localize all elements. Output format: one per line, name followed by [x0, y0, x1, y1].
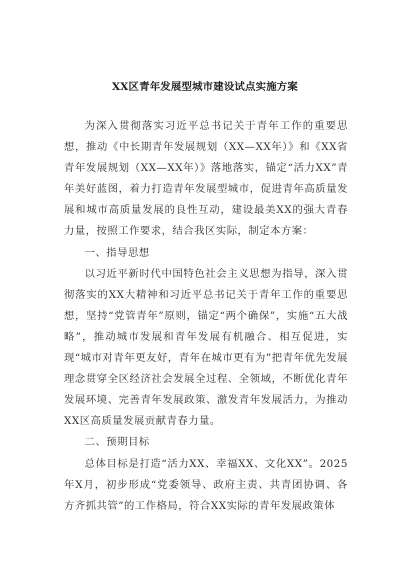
expected-goals-paragraph: 总体目标是打造“活力XX、幸福XX、文化XX”。2025年X月，初步形成“党委领导、政府主责、共青团协调、各方齐抓共管”的工作格局，符合XX实际的青年发展政策体 [64, 457, 348, 512]
intro-paragraph: 为深入贯彻落实习近平总书记关于青年工作的重要思想，推动《中长期青年发展规划（XX—XX年）》和《XX省青年发展规划（XX—XX年）》落地落实，锚定“活力XX”青年美好蓝图，着力打造青年发展型城市，促进青年高质量发展和城市高质量发展的良性互动，建设最美XX的强大青春力量，按照工作要求，结合我区实际，制定本方案： [64, 120, 348, 238]
section-heading-expected-goals: 二、预期目标 [84, 436, 150, 449]
document-title: XX区青年发展型城市建设试点实施方案 [112, 81, 298, 93]
document-body [64, 116, 348, 517]
guiding-ideology-paragraph: 以习近平新时代中国特色社会主义思想为指导，深入贯彻落实的XX大精神和习近平总书记关于青年工作的重要思想，坚持“党管青年”原则，锚定“两个确保”，实施“五大战略”，推动城市发展和青年发展有机融合、相互促进，实现“城市对青年更友好，青年在城市更有为”把青年优先发展理念贯穿全区经济社会发展全过程、全领域，不断优化青年发展环境、完善青年发展政策、激发青年发展活力，为推动XX区高质量发展贡献青春力量。 [64, 267, 348, 428]
section-heading-guiding-ideology: 一、指导思想 [84, 246, 150, 259]
